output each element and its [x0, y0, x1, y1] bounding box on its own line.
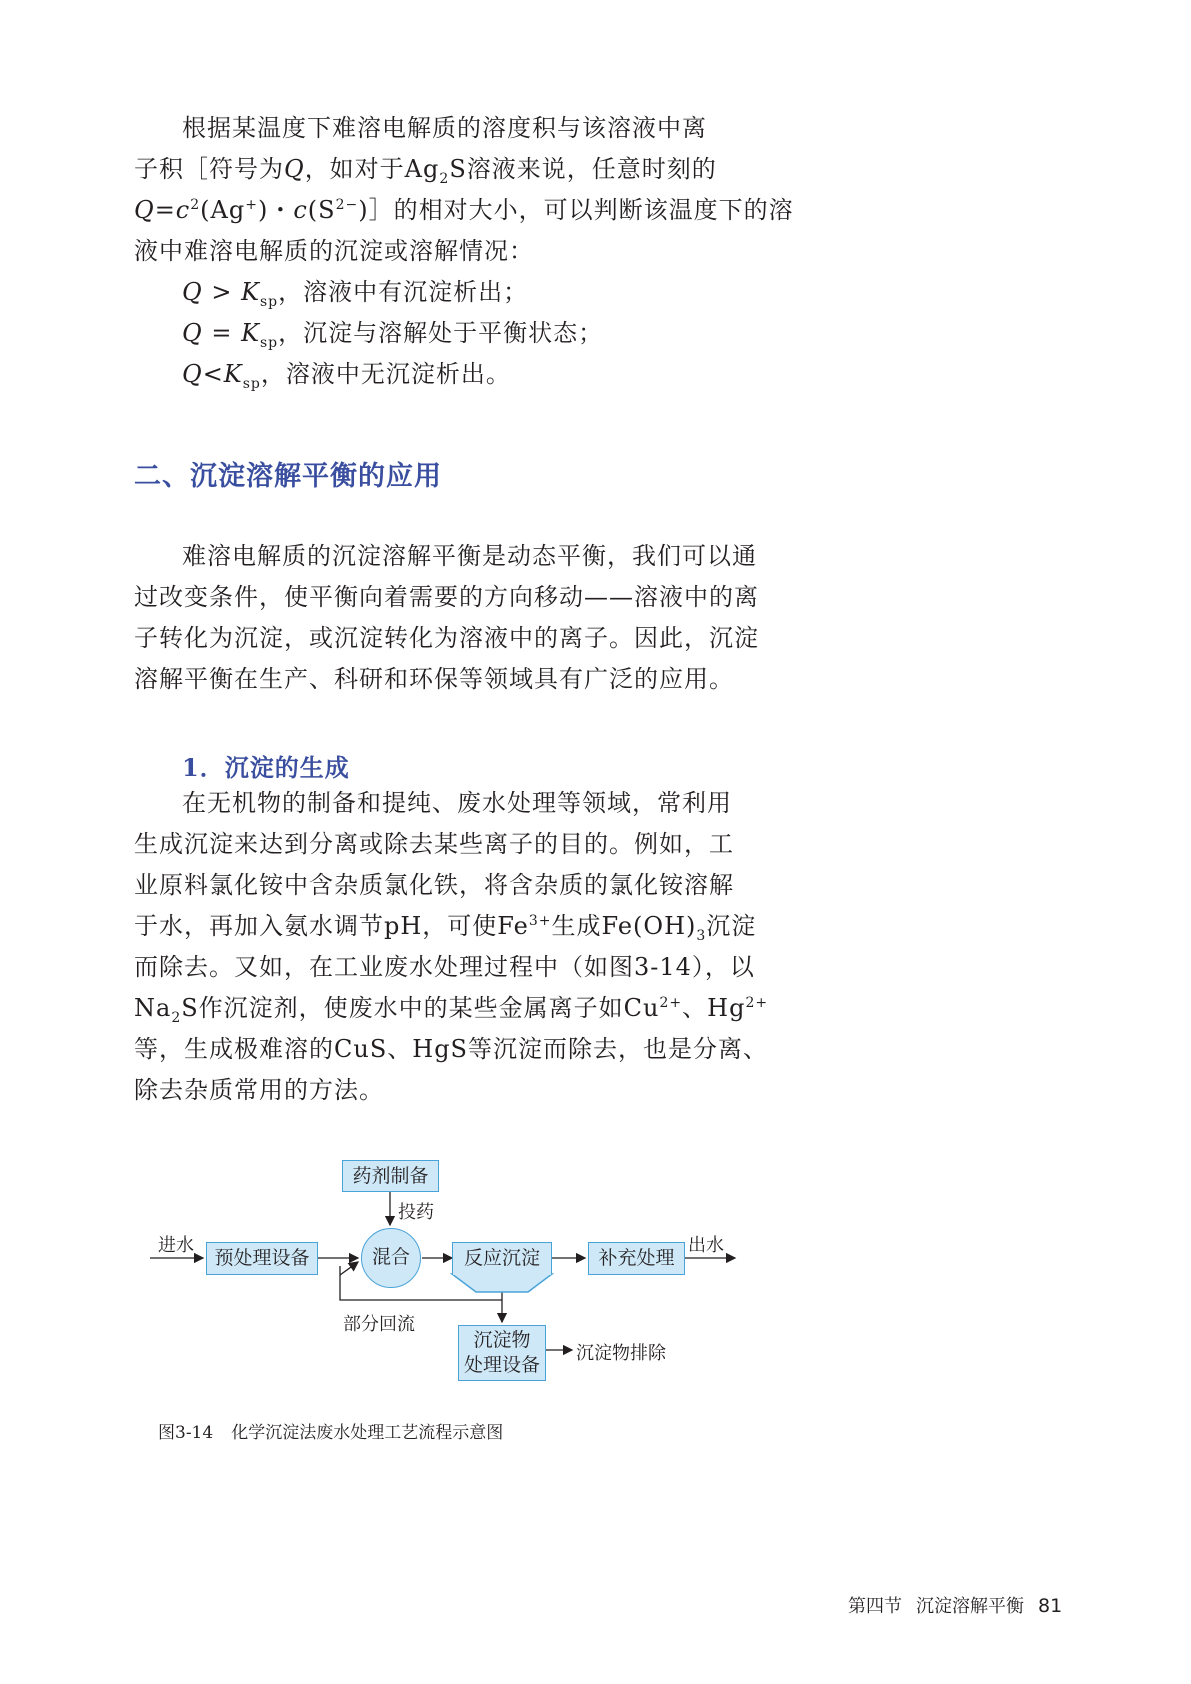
rule-less: $Q<K_{sp}$，溶液中无沉淀析出。: [182, 360, 511, 392]
rule-greater: $Q > K_{sp}$，溶液中有沉淀析出；: [182, 278, 529, 310]
sub-line-7: 等，生成极难溶的CuS、HgS等沉淀而除去，也是分离、: [134, 1035, 768, 1063]
page-footer: [848, 1592, 1062, 1618]
recycle-label: 部分回流: [343, 1314, 415, 1335]
rule-equal: $Q = K_{sp}$，沉淀与溶解处于平衡状态；: [182, 319, 604, 351]
outlet-label: 出水: [688, 1235, 724, 1256]
mix-circle: 混合: [361, 1228, 421, 1288]
intro-line-4: 液中难溶电解质的沉淀或溶解情况：: [134, 237, 534, 265]
reaction-settling-box: 反应沉淀: [452, 1242, 552, 1275]
intro-paragraph: [134, 108, 794, 395]
subsection-paragraph: [134, 783, 769, 1111]
page-number: 81: [1038, 1595, 1063, 1617]
intro-line-3: $Q=c^2(Ag^+)$・$c(S^{2-})]$的相对大小，可以判断该温度下的溶: [134, 196, 794, 224]
section-paragraph: [134, 536, 759, 700]
sub-line-3: 业原料氯化铵中含杂质氯化铁，将含杂质的氯化铵溶解: [134, 871, 734, 899]
intro-line-1: 根据某温度下难溶电解质的溶度积与该溶液中离: [182, 114, 707, 142]
sludge-box-line-2: 处理设备: [463, 1354, 540, 1376]
sludge-out-label: 沉淀物排除: [576, 1343, 666, 1364]
sub-line-2: 生成沉淀来达到分离或除去某些离子的目的。例如，工: [134, 830, 734, 858]
sub-line-4: 于水，再加入氨水调节pH，可使$Fe^{3+}$生成$Fe(OH)_3$沉淀: [134, 912, 757, 944]
supplement-treatment-box: 补充处理: [588, 1242, 685, 1275]
pretreatment-box: 预处理设备: [206, 1242, 318, 1275]
section-line-4: 溶解平衡在生产、科研和环保等领域具有广泛的应用。: [134, 665, 734, 693]
figure-caption-text: 化学沉淀法废水处理工艺流程示意图: [231, 1423, 504, 1443]
subsection-title: 1．沉淀的生成: [182, 753, 350, 782]
inlet-label: 进水: [158, 1235, 194, 1256]
section-line-2: 过改变条件，使平衡向着需要的方向移动——溶液中的离: [134, 583, 759, 611]
footer-title: 沉淀溶解平衡: [916, 1596, 1024, 1617]
section-title: 二、沉淀溶解平衡的应用: [134, 461, 442, 492]
section-line-1: 难溶电解质的沉淀溶解平衡是动态平衡，我们可以通: [182, 542, 757, 570]
figure-number: 图3-14: [158, 1423, 214, 1443]
reagent-prep-box: 药剂制备: [342, 1160, 439, 1192]
sub-line-8: 除去杂质常用的方法。: [134, 1076, 384, 1104]
sub-line-5: 而除去。又如，在工业废水处理过程中（如图3-14），以: [134, 953, 755, 981]
sub-line-6: $Na_2S$作沉淀剂，使废水中的某些金属离子如$Cu^{2+}$、$Hg^{2+}$: [134, 994, 769, 1026]
sludge-box-line-1: 沉淀物: [473, 1329, 531, 1351]
sub-line-1: 在无机物的制备和提纯、废水处理等领域，常利用: [182, 789, 732, 817]
recycle-arrow: [340, 1262, 358, 1275]
section-line-3: 子转化为沉淀，或沉淀转化为溶液中的离子。因此，沉淀: [134, 624, 759, 652]
footer-section: 第四节: [848, 1596, 902, 1617]
intro-line-2: 子积［符号为Q，如对于$Ag_2S$溶液来说，任意时刻的: [134, 155, 717, 187]
reaction-funnel: [452, 1274, 552, 1292]
sludge-treatment-box: [458, 1325, 546, 1381]
wastewater-flow-diagram: [140, 1150, 740, 1390]
figure-caption: [158, 1418, 503, 1443]
dosing-label: 投药: [398, 1202, 434, 1223]
